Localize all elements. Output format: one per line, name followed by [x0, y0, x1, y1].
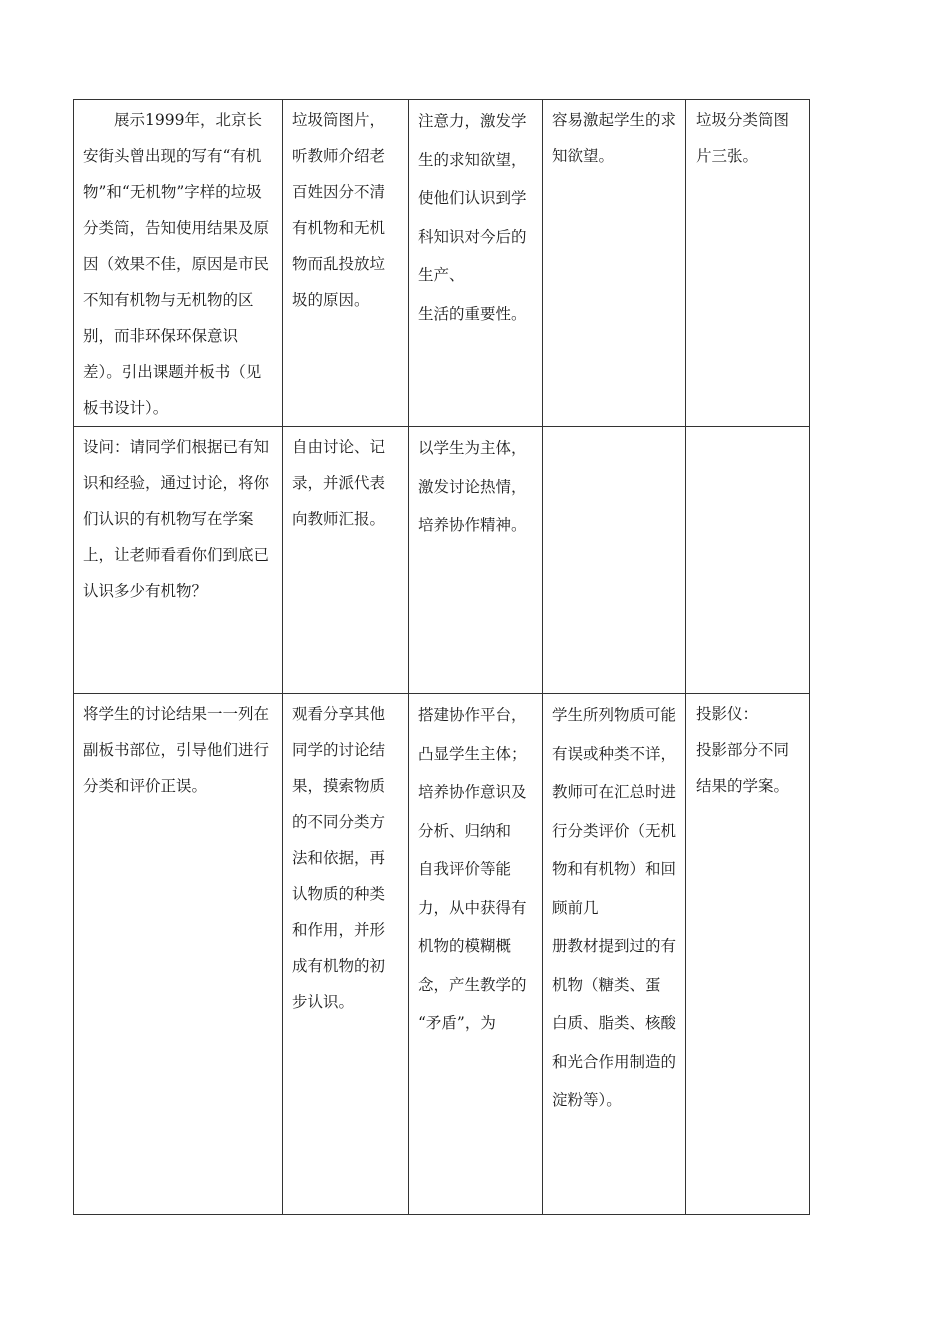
teacher-activity-cell	[74, 427, 283, 694]
media-cell	[686, 100, 810, 427]
student-activity-text: 垃圾筒图片，听教师介绍老百姓因分不清有机物和无机物而乱投放垃圾的原因。	[292, 111, 386, 309]
design-intent-cell	[409, 100, 543, 427]
teacher-activity-cell	[74, 694, 283, 1215]
design-intent-text: 搭建协作平台， 凸显学生主体； 培养协作意识及分析、归纳和 自我评价等能力，从中获得有 机物的模糊概念，产生教学的 “矛盾”，为	[418, 706, 527, 1032]
design-intent-text: 以学生为主体， 激发讨论热情， 培养协作精神。	[418, 439, 527, 534]
note-text: 学生所列物质可能有误或种类不详，教师可在汇总时进行分类评价（无机物和有机物）和回顾前几 册教材提到过的有机物（糖类、蛋 白质、脂类、核酸 和光合作用制造的淀粉等）。	[552, 706, 677, 1109]
table-row	[74, 694, 810, 1215]
student-activity-cell	[283, 100, 409, 427]
lesson-plan-table	[73, 99, 810, 1215]
teacher-activity-text: 将学生的讨论结果一一列在副板书部位，引导他们进行分类和评价正误。	[83, 705, 270, 795]
student-activity-text: 观看分享其他同学的讨论结果，摸索物质的不同分类方法和依据，再认物质的种类和作用，并形成有机物的初步认识。	[292, 705, 386, 1011]
student-activity-cell	[283, 427, 409, 694]
teacher-activity-cell	[74, 100, 283, 427]
media-cell	[686, 427, 810, 694]
table-row	[74, 427, 810, 694]
design-intent-text: 注意力，激发学生的求知欲望，使他们认识到学科知识对今后的生产、 生活的重要性。	[418, 112, 527, 323]
teacher-activity-text: 展示1999年，北京长安街头曾出现的写有“有机物”和“无机物”字样的垃圾分类筒，告知使用结果及原因（效果不佳，原因是市民不知有机物与无机物的区别，而非环保环保意识差）。引出课题并板书（见板书设计）。	[83, 111, 270, 417]
media-cell	[686, 694, 810, 1215]
note-cell	[543, 100, 686, 427]
table-row	[74, 100, 810, 427]
design-intent-cell	[409, 694, 543, 1215]
student-activity-text: 自由讨论、记录，并派代表向教师汇报。	[292, 438, 386, 528]
media-text: 投影仪： 投影部分不同结果的学案。	[696, 705, 790, 795]
note-cell	[543, 694, 686, 1215]
student-activity-cell	[283, 694, 409, 1215]
design-intent-cell	[409, 427, 543, 694]
note-text: 容易激起学生的求知欲望。	[552, 111, 677, 165]
media-text: 垃圾分类筒图片三张。	[696, 111, 790, 165]
note-cell	[543, 427, 686, 694]
teacher-activity-text: 设问：请同学们根据已有知识和经验，通过讨论，将你们认识的有机物写在学案上，让老师看看你们到底已认识多少有机物？	[83, 438, 270, 600]
